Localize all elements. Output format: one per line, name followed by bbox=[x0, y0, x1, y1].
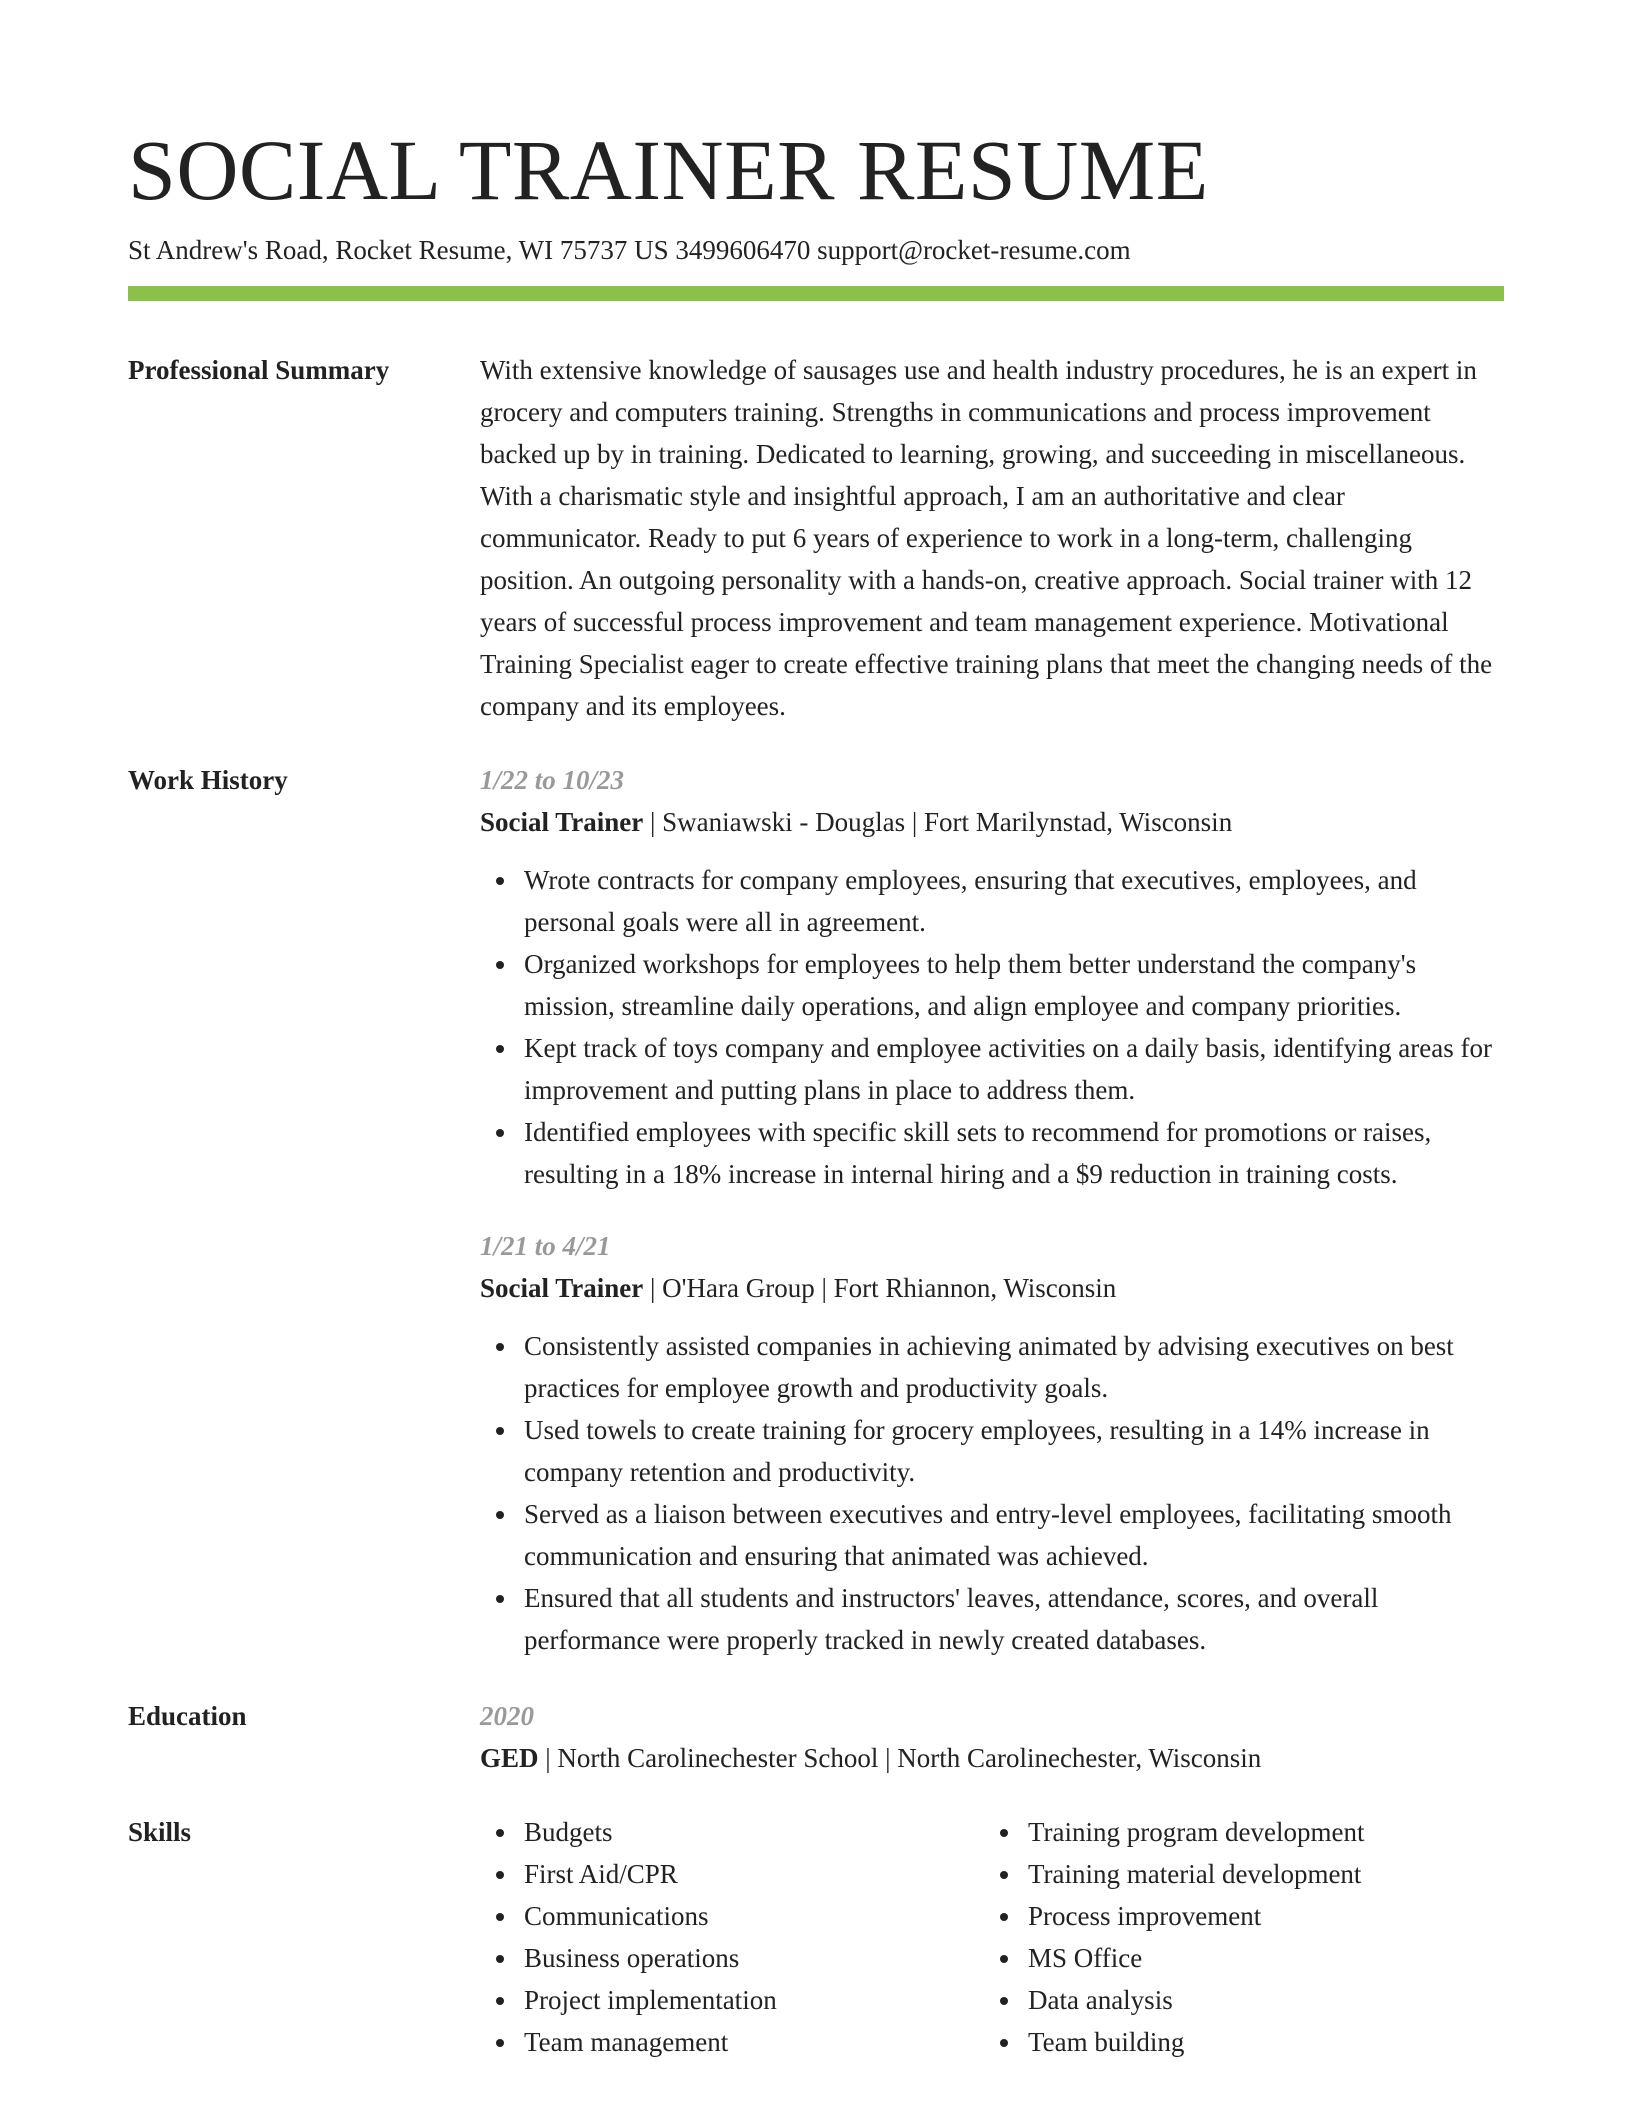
job-bullet: Kept track of toys company and employee activities on a daily basis, identifying areas for improvement and putting plans in place to address them. bbox=[524, 1027, 1504, 1111]
job-bullet: Consistently assisted companies in achieving animated by advising executives on best practices for employee growth and productivity goals. bbox=[524, 1325, 1504, 1409]
skill-item: MS Office bbox=[1028, 1937, 1488, 1979]
section-label-work-history: Work History bbox=[128, 765, 288, 795]
job-role: Social Trainer bbox=[480, 807, 644, 837]
skills-list-right bbox=[984, 1811, 1488, 2063]
work-history-body bbox=[480, 759, 1504, 1661]
skill-item: Team management bbox=[524, 2021, 984, 2063]
job-entry bbox=[480, 1225, 1504, 1661]
job-bullet: Wrote contracts for company employees, ensuring that executives, employees, and personal goals were all in agreement. bbox=[524, 859, 1504, 943]
education-line bbox=[480, 1737, 1504, 1779]
education-school-location: | North Carolinechester School | North Carolinechester, Wisconsin bbox=[538, 1743, 1262, 1773]
skill-item: Training program development bbox=[1028, 1811, 1488, 1853]
education-body bbox=[480, 1695, 1504, 1779]
job-entry bbox=[480, 759, 1504, 1195]
skill-item: Communications bbox=[524, 1895, 984, 1937]
skill-item: Budgets bbox=[524, 1811, 984, 1853]
education-dates: 2020 bbox=[480, 1701, 534, 1731]
job-employer-location: | O'Hara Group | Fort Rhiannon, Wisconsin bbox=[643, 1273, 1117, 1303]
skills-body bbox=[480, 1811, 1504, 2063]
job-bullet-list bbox=[480, 1325, 1504, 1661]
job-title-line bbox=[480, 1267, 1504, 1309]
job-bullet-list bbox=[480, 859, 1504, 1195]
section-label-summary: Professional Summary bbox=[128, 355, 390, 385]
job-dates: 1/22 to 10/23 bbox=[480, 765, 625, 795]
contact-line: St Andrew's Road, Rocket Resume, WI 75737 US 3499606470 support@rocket-resume.com bbox=[128, 235, 1131, 265]
job-title-line bbox=[480, 801, 1504, 843]
header-divider bbox=[128, 286, 1504, 301]
summary-body bbox=[480, 349, 1504, 727]
section-label-skills: Skills bbox=[128, 1817, 192, 1847]
skill-item: Training material development bbox=[1028, 1853, 1488, 1895]
skill-item: Project implementation bbox=[524, 1979, 984, 2021]
skill-item: Process improvement bbox=[1028, 1895, 1488, 1937]
skill-item: First Aid/CPR bbox=[524, 1853, 984, 1895]
resume-title: SOCIAL TRAINER RESUME bbox=[128, 122, 1209, 218]
summary-text: With extensive knowledge of sausages use and health industry procedures, he is an expert in grocery and computers training. Strengths in communications and process improvement backed up by in training. Dedicated to learning, growing, and succeeding in miscellaneous. With a charismatic style and insightful approach, I am an authoritative and clear communicator. Ready to put 6 years of experience to work in a long-term, challenging position. An outgoing personality with a hands-on, creative approach. Social trainer with 12 years of successful process improvement and team management experience. Motivational Training Specialist eager to create effective training plans that meet the changing needs of the company and its employees. bbox=[480, 355, 1493, 721]
skill-item: Data analysis bbox=[1028, 1979, 1488, 2021]
job-dates: 1/21 to 4/21 bbox=[480, 1231, 611, 1261]
skills-column-left bbox=[480, 1811, 984, 2063]
skills-column-right bbox=[984, 1811, 1488, 2063]
section-label-education: Education bbox=[128, 1701, 247, 1731]
skills-list-left bbox=[480, 1811, 984, 2063]
job-bullet: Served as a liaison between executives and entry-level employees, facilitating smooth communication and ensuring that animated was achieved. bbox=[524, 1493, 1504, 1577]
skill-item: Business operations bbox=[524, 1937, 984, 1979]
job-bullet: Ensured that all students and instructors' leaves, attendance, scores, and overall performance were properly tracked in newly created databases. bbox=[524, 1577, 1504, 1661]
job-employer-location: | Swaniawski - Douglas | Fort Marilynstad, Wisconsin bbox=[643, 807, 1233, 837]
job-role: Social Trainer bbox=[480, 1273, 644, 1303]
education-degree: GED bbox=[480, 1743, 539, 1773]
job-bullet: Used towels to create training for grocery employees, resulting in a 14% increase in company retention and productivity. bbox=[524, 1409, 1504, 1493]
job-bullet: Organized workshops for employees to help them better understand the company's mission, streamline daily operations, and align employee and company priorities. bbox=[524, 943, 1504, 1027]
job-bullet: Identified employees with specific skill sets to recommend for promotions or raises, resulting in a 18% increase in internal hiring and a $9 reduction in training costs. bbox=[524, 1111, 1504, 1195]
skills-columns bbox=[480, 1811, 1504, 2063]
skill-item: Team building bbox=[1028, 2021, 1488, 2063]
